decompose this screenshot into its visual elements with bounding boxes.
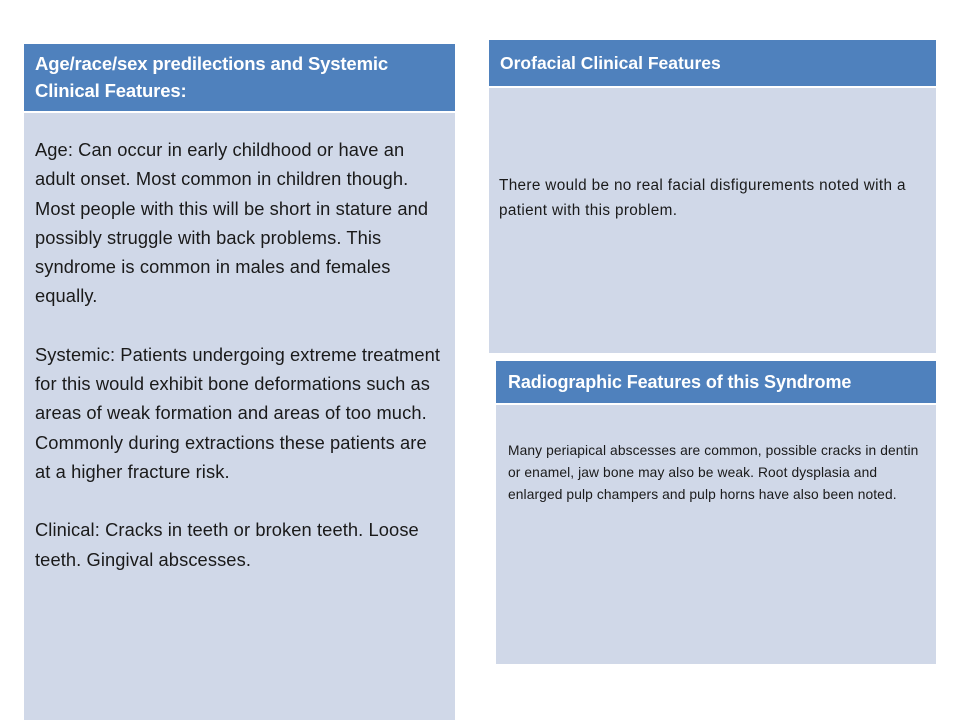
radiographic-header: Radiographic Features of this Syndrome xyxy=(496,361,936,403)
predilections-body xyxy=(24,111,455,720)
predilections-box xyxy=(24,44,455,720)
systemic-paragraph: Systemic: Patients undergoing extreme treatment for this would exhibit bone deformations such as areas of weak formation and areas of too much. Commonly during extractions these patients are at a higher fracture risk. xyxy=(35,343,441,482)
radiographic-body: Many periapical abscesses are common, possible cracks in dentin or enamel, jaw bone may also be weak. Root dysplasia and enlarged pulp champers and pulp horns have also been noted. xyxy=(496,403,936,664)
orofacial-header: Orofacial Clinical Features xyxy=(489,40,936,86)
predilections-header: Age/race/sex predilections and Systemic Clinical Features: xyxy=(24,44,455,111)
clinical-paragraph: Clinical: Cracks in teeth or broken teeth. Loose teeth. Gingival abscesses. xyxy=(35,519,419,570)
age-paragraph: Age: Can occur in early childhood or have an adult onset. Most common in children though. Most people with this will be short in stature and possibly struggle with back problems. This syndrome is common in males and females equally. xyxy=(35,139,429,307)
orofacial-body: There would be no real facial disfigurements noted with a patient with this problem. xyxy=(489,86,936,353)
radiographic-box xyxy=(496,361,936,664)
orofacial-box xyxy=(489,40,936,353)
